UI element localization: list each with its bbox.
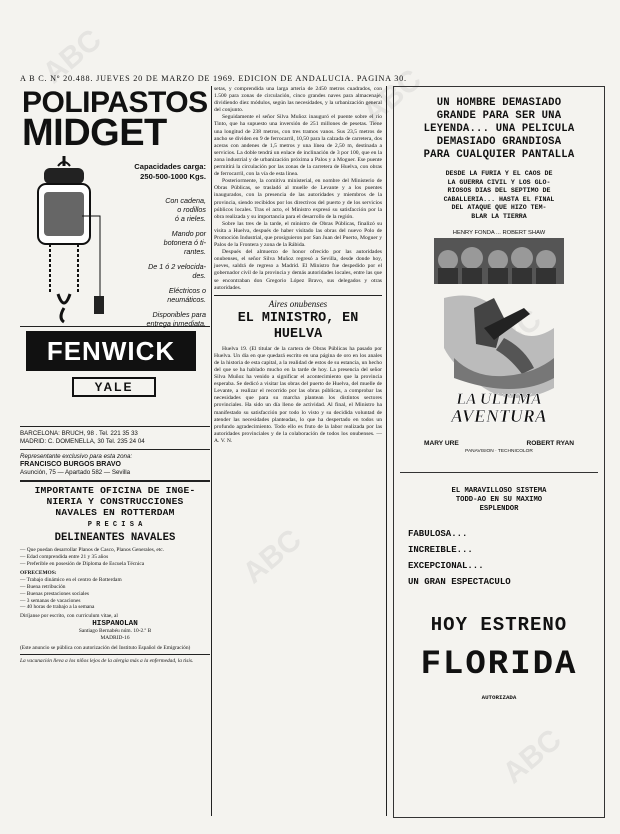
- feature-line: Disponibles para: [152, 310, 206, 319]
- offer-item: — 3 semanas de vacaciones: [20, 597, 81, 604]
- tagline-line: DEMASIADO GRANDIOSA: [436, 136, 562, 148]
- offers-list: [20, 577, 210, 611]
- todd-ao-line: ESPLENDOR: [479, 504, 519, 513]
- tagline-line: PARA CUALQUIER PANTALLA: [423, 149, 575, 161]
- todd-ao-line: TODD-AO EN SU MAXIMO: [455, 495, 543, 504]
- article-headline: EL MINISTRO, EN HUELVA: [237, 310, 359, 342]
- news-paragraph: setas, y comprendida una larga arteria de 2450 metros cuadrados, con 1.500 para zonas de circulación, cinco grandes naves para almacenaje, dividiendo diez módulos, según las necesidades, y la urbanización general del conjunto.: [214, 86, 382, 114]
- tagline: [400, 97, 598, 162]
- column-divider: [386, 86, 387, 816]
- news-paragraph: Después del almuerzo de honor ofrecido por las autoridades onubenses, el señor Silva Muñoz regresó a Sevilla, desde donde hoy, jueves, saldrá de regreso a Madrid. El Ministro fue despedido por el gobernador civil de la provincia y demás autoridades locales, entre las que se encontraban don Gregorio López Bravo, sus delegados y otras autoridades.: [214, 249, 382, 291]
- top-credits: HENRY FONDA ... ROBERT SHAW: [452, 229, 546, 236]
- ad-brand: MIDGET: [22, 112, 167, 154]
- cast-name: ROBERT RYAN: [526, 439, 574, 447]
- article-body: Huelva 19. (El titular de la cartera de Obras Públicas ha pasado por Huelva. Un día en que quedará escrito en una página de oro en los anales de la historia de esta capital, a la realidad de estos de su estancia, un hecho del que se ha hablado mucho en la tarde de hoy. La presencia del señor Silva Muñoz ha venido a significar el acontecimiento que la provincia esperaba. Se dedicó a visitar las obras del puerto de Huelva, del muelle de Levante, a realizar el recorrido por las obras públicas, a comprobar las necesidades que para su marcha plantean los distintos sectores provinciales. Ha sido un día lleno de actividad. Al final, el Ministro ha manifestado su satisfacción por todo lo visto y su decidida voluntad de atender las necesidades planteadas, lo que ha despertado en todos un profundo agradecimiento. Todo ello es fruto de la labor realizada por las autoridades provinciales y de la colaboración de todos los onubenses. — A. V. N.: [214, 345, 382, 444]
- feature-line: ó a rieles.: [174, 214, 206, 223]
- company-address: Santiago Bernabéu núm. 10-2.º B: [78, 627, 152, 634]
- film-title: LA ULTIMA: [456, 390, 542, 408]
- ad-heading: IMPORTANTE OFICINA DE INGE-: [34, 485, 196, 496]
- subtitle-line: DEL ATAQUE QUE HIZO TEM-: [451, 204, 547, 212]
- section-label: Aires onubenses: [268, 298, 328, 309]
- subtitle-line: DESDE LA FURIA Y EL CAOS DE: [445, 170, 553, 177]
- feature-line: Con cadena,: [165, 196, 206, 205]
- offers-label: OFRECEMOS:: [20, 570, 57, 577]
- watermark: ABC: [496, 723, 568, 791]
- todd-ao-note: [402, 487, 596, 514]
- watermark: ABC: [236, 523, 308, 591]
- subtitle: [408, 170, 590, 222]
- feature-list: [124, 196, 206, 328]
- cinema-name: FLORIDA: [420, 645, 578, 684]
- news-paragraph: Seguidamente el señor Silva Muñoz inauguró el puente sobre el río Tinto, que ha supuesto una inversión de 251 millones de pesetas. Tiene una longitud de 238 metros, con tres tramos vanos. Sus 23,5 metros de ancho se dividen en 9 de ferrocarril, 10,50 para la calzada de carretera, dos aceras con andenes de 1,5 metros y una línea de 2,50 m, destinada a servicios. La doble tendrá un enlace de inclinación de 3 por 100, que en la zona industrial y de urbanización próxima a Palos y a Moguer. Ese puente permitirá la circulación por las zonas de la carretera de Huelva, con obras de ferrocarril, con la vía de esta línea.: [214, 114, 382, 178]
- representative-address: Asunción, 75 — Apartado 582 — Sevilla: [20, 469, 131, 476]
- feature-line: o rodillos: [177, 205, 206, 214]
- ad-title: POLIPASTOS: [22, 86, 208, 119]
- offer-item: — Buena retribución: [20, 583, 66, 590]
- requirements-list: [20, 547, 210, 567]
- feature-line: botonera ó ti-: [163, 238, 206, 247]
- capacity-label: Capacidades carga:: [134, 162, 206, 171]
- column-news: [214, 86, 382, 445]
- praise-list: [408, 526, 590, 590]
- subtitle-line: RIOSOS DIAS DEL SEPTIMO DE: [447, 187, 551, 195]
- cast-credits: [424, 440, 574, 447]
- praise-line: FABULOSA...: [408, 528, 468, 539]
- feature-line: neumáticos.: [167, 295, 206, 304]
- ad-heading: NIERIA Y CONSTRUCCIONES: [46, 496, 184, 507]
- feature-line: Mando por: [171, 229, 206, 238]
- feature-line: entrega inmediata.: [146, 319, 206, 328]
- film-poster-illustration: [424, 238, 574, 438]
- film-title: AVENTURA: [451, 405, 547, 426]
- address-barcelona: BARCELONA: BRUCH, 98 . Tel. 221 35 33: [20, 430, 138, 437]
- rating-label: AUTORIZADA: [481, 693, 517, 701]
- role-title: DELINEANTES NAVALES: [54, 532, 176, 544]
- praise-line: INCREIBLE...: [408, 544, 473, 555]
- address-madrid: MADRID: C. DOMENELLA, 30 Tel. 235 24 04: [20, 438, 145, 445]
- naval-office-ad: [20, 485, 210, 665]
- praise-line: UN GRAN ESPECTACULO: [408, 576, 511, 587]
- subtitle-line: LA GUERRA CIVIL Y LOS GLO-: [447, 178, 551, 186]
- page-header: A B C. Nº 20.488. JUEVES 20 DE MARZO DE 1969. EDICION DE ANDALUCIA. PAGINA 30.: [20, 74, 407, 83]
- offer-item: — 40 horas de trabajo a la semana: [20, 604, 95, 611]
- watermark: ABC: [356, 63, 428, 131]
- requirement-item: — Preferible en posesión de Diploma de Escuela Técnica: [20, 560, 145, 567]
- column-divider: [211, 86, 212, 816]
- feature-line: des.: [192, 271, 206, 280]
- tagline-line: LEYENDA... UNA PELICULA: [423, 123, 575, 135]
- offer-item: — Buenas prestaciones sociales: [20, 590, 90, 597]
- column-film-ad: [393, 86, 605, 818]
- public-notice: La vacunación lleva a los niños lejos de la alergia más a la enfermedad, la tisis.: [20, 658, 194, 665]
- apply-instruction: Diríjanse por escrito, con curriculum vitae, al: [20, 613, 118, 620]
- fenwick-block: [20, 327, 210, 423]
- news-paragraph: Sobre las tres de la tarde, el ministro de Obras Públicas, finalizó su visita a Huelva, después de haber visitado las obras del nuevo Polo de Promoción Industrial, que prosiguieron por San Juan del Puerto, Moguer y Palos de la Frontera y zona de la Rábida.: [214, 220, 382, 249]
- hoist-illustration: [24, 156, 104, 326]
- tagline-line: GRANDE PARA SER UNA: [436, 110, 562, 122]
- requirement-item: — Que puedan desarrollar Planos de Casco, Planos Generales, etc.: [20, 547, 165, 553]
- company-name: HISPANOLAN: [92, 619, 138, 628]
- subtitle-line: CABALLERIA... HASTA EL FINAL: [443, 195, 555, 203]
- offer-item: — Trabajo dinámico en el centro de Rotterdam: [20, 577, 122, 584]
- feature-line: Eléctricos o: [168, 286, 206, 295]
- company-city: MADRID-16: [100, 634, 130, 641]
- technical-credits: PANAVISION · TECHNICOLOR: [465, 448, 533, 454]
- precisa-label: P R E C I S A: [87, 521, 143, 529]
- representative-name: FRANCISCO BURGOS BRAVO: [20, 461, 121, 468]
- tagline-line: UN HOMBRE DEMASIADO: [436, 97, 562, 109]
- feature-line: rantes.: [184, 247, 206, 256]
- requirement-item: — Edad comprendida entre 21 y 35 años: [20, 553, 109, 560]
- cast-name: MARY URE: [424, 439, 459, 447]
- news-paragraph: Posteriormente, la comitiva ministerial, en nombre del Ministerio de Obras Públicas, se trasladó al muelle de Levante y a los puentes inaugurados, con la presencia de las autoridades y miembros de la provincia, siendo recibidos por los directivos del puerto y de los servicios públicos locales. Tras el acto, el Ministro expresó su satisfacción por la obra realizada y su importancia para el desarrollo de la región.: [214, 178, 382, 220]
- watermark: ABC: [36, 23, 108, 91]
- ad-heading: NAVALES EN ROTTERDAM: [55, 507, 175, 518]
- representative-label: Representante exclusivo para esta zona:: [20, 453, 133, 460]
- feature-line: De 1 ó 2 velocida-: [148, 262, 206, 271]
- subtitle-line: BLAR LA TIERRA: [471, 212, 527, 220]
- yale-logo: YALE: [72, 377, 156, 397]
- column-ads-left: [20, 86, 210, 665]
- todd-ao-line: EL MARAVILLOSO SISTEMA: [451, 486, 547, 495]
- polipastos-ad: [20, 86, 210, 327]
- premiere-label: HOY ESTRENO: [430, 613, 568, 636]
- authorization-note: (Este anuncio se pública con autorización del Instituto Español de Emigración): [20, 644, 191, 651]
- praise-line: EXCEPCIONAL...: [408, 560, 484, 571]
- film-advertisement: [393, 86, 605, 818]
- capacity-values: 250-500-1000 Kgs.: [140, 172, 206, 181]
- fenwick-logo: FENWICK: [26, 331, 196, 371]
